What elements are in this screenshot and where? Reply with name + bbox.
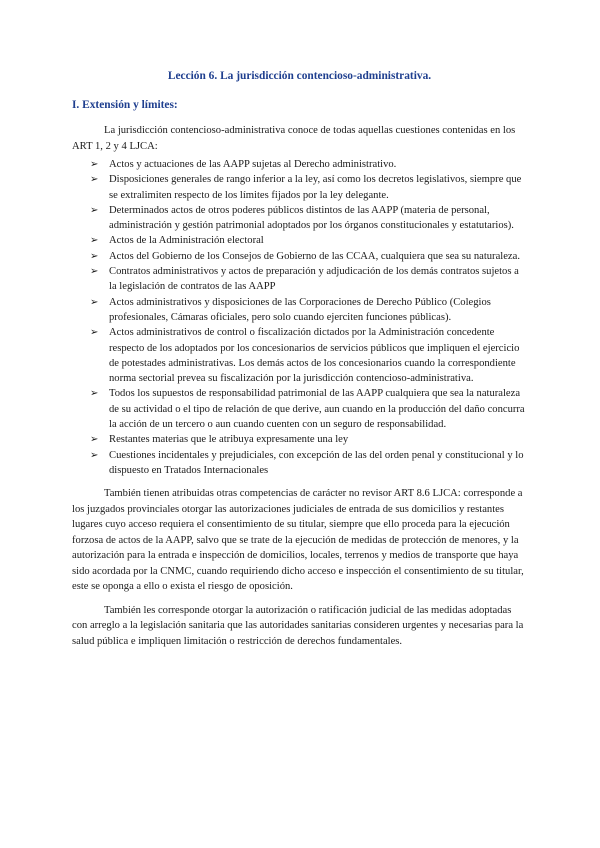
list-item-text: Determinados actos de otros poderes públicos distintos de las AAPP (materia de personal, administración y gestión patrimonial adoptados por los órganos constitucionales y estatutarios). <box>109 204 514 232</box>
arrow-bullet-icon: ➢ <box>90 388 99 400</box>
list-item-text: Todos los supuestos de responsabilidad patrimonial de las AAPP cualquiera que sea la naturaleza de su actividad o el tipo de relación de que derive, aun cuando en la producción del daño concurra la acción de un tercero o aun cuando cuenten con un seguro de responsabilidad. <box>109 388 525 431</box>
list-item <box>72 233 527 248</box>
list-item-text: Contratos administrativos y actos de preparación y adjudicación de los demás contratos sujetos a la legislación de contratos de las AAPP <box>109 266 519 293</box>
competencies-list <box>72 157 527 478</box>
list-item <box>72 264 527 295</box>
arrow-bullet-icon: ➢ <box>90 449 99 461</box>
arrow-bullet-icon: ➢ <box>90 204 99 216</box>
list-item <box>72 172 527 203</box>
list-item-text: Actos del Gobierno de los Consejos de Gobierno de las CCAA, cualquiera que sea su naturaleza. <box>109 250 520 262</box>
arrow-bullet-icon: ➢ <box>90 266 99 278</box>
arrow-bullet-icon: ➢ <box>90 327 99 339</box>
arrow-bullet-icon: ➢ <box>90 250 99 262</box>
intro-paragraph: La jurisdicción contencioso-administrativa conoce de todas aquellas cuestiones contenidas en los ART 1, 2 y 4 LJCA: <box>72 125 516 152</box>
document-page <box>72 0 527 649</box>
lesson-title: Lección 6. La jurisdicción contencioso-administrativa. <box>167 70 432 82</box>
list-item <box>72 249 527 264</box>
list-item <box>72 295 527 326</box>
list-item <box>72 448 527 479</box>
list-item-text: Actos administrativos y disposiciones de las Corporaciones de Derecho Público (Colegios profesionales, Cámaras oficiales, pero solo cuando ejerciten funciones públicas). <box>109 296 491 323</box>
section-heading: I. Extensión y límites: <box>72 99 178 111</box>
non-revisor-competencies-paragraph: También tienen atribuidas otras competencias de carácter no revisor ART 8.6 LJCA: corresponde a los juzgados provinciales otorgar las autorizaciones judiciales de entrada de sus domicilios y restantes lugares cuyo acceso requiera el consentimiento de su titular, siempre que ello proceda para la ejecución forzosa de actos de la AAPP, salvo que se trate de la ejecución de medidas de protección de menores, y la autorización para la entrada e inspección de domicilios, locales, terrenos y medios de transporte que haya sido acordada por la CNMC, cuando requiriendo dicho acceso e inspección el consentimiento de su titular, este se oponga a ello o exista el riesgo de oposición. <box>72 488 524 593</box>
list-item-text: Actos y actuaciones de las AAPP sujetas al Derecho administrativo. <box>109 159 397 170</box>
sanitary-measures-paragraph: También les corresponde otorgar la autorización o ratificación judicial de las medidas adoptadas con arreglo a la legislación sanitaria que las autoridades sanitarias consideren urgentes y necesarias para la salud pública e impliquen limitación o restricción de derechos fundamentales. <box>72 604 524 647</box>
list-item-text: Restantes materias que le atribuya expresamente una ley <box>109 434 349 446</box>
arrow-bullet-icon: ➢ <box>90 296 99 308</box>
list-item <box>72 386 527 432</box>
list-item-text: Disposiciones generales de rango inferior a la ley, así como los decretos legislativos, siempre que se extralimiten respecto de los límites fijados por la ley delegante. <box>109 174 522 201</box>
list-item-text: Actos de la Administración electoral <box>109 235 264 247</box>
arrow-bullet-icon: ➢ <box>90 174 99 186</box>
list-item <box>72 325 527 386</box>
list-item <box>72 203 527 234</box>
arrow-bullet-icon: ➢ <box>90 434 99 446</box>
list-item-text: Cuestiones incidentales y prejudiciales, con excepción de las del orden penal y constitucional y lo dispuesto en Tratados Internacionales <box>109 449 524 476</box>
arrow-bullet-icon: ➢ <box>90 159 99 170</box>
list-item <box>72 157 527 172</box>
list-item <box>72 432 527 447</box>
arrow-bullet-icon: ➢ <box>90 235 99 247</box>
list-item-text: Actos administrativos de control o fiscalización dictados por la Administración concedente respecto de los adoptados por los concesionarios de servicios públicos que impliquen el ejercicio de potestades administrativas. Los demás actos de los concesionarios cuando la correspondiente norma sectorial prevea su fiscalización por la jurisdicción contencioso-administrativa. <box>109 327 520 385</box>
